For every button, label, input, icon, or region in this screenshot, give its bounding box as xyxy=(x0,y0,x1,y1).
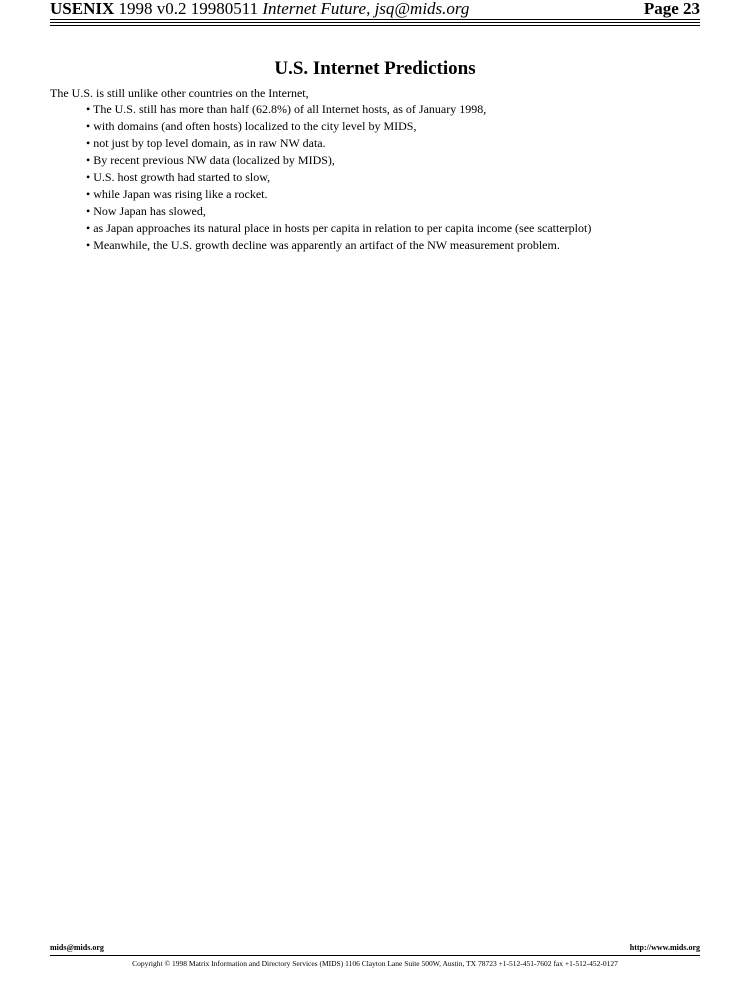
header-version: 1998 v0.2 19980511 xyxy=(118,0,259,18)
footer-email[interactable]: mids@mids.org xyxy=(50,943,104,952)
header-conf: USENIX xyxy=(50,0,115,18)
page-header xyxy=(50,0,700,20)
intro-text: The U.S. is still unlike other countries on the Internet, xyxy=(50,86,309,100)
footer-rule xyxy=(50,955,700,956)
list-item: • as Japan approaches its natural place in hosts per capita in relation to per capita income (see scatterplot) xyxy=(86,221,592,235)
list-item: • not just by top level domain, as in raw NW data. xyxy=(86,136,326,150)
list-item: • while Japan was rising like a rocket. xyxy=(86,187,268,201)
list-item: • The U.S. still has more than half (62.8%) of all Internet hosts, as of January 1998, xyxy=(86,102,487,116)
header-rule xyxy=(50,19,700,20)
header-subject: Internet Future, jsq@mids.org xyxy=(262,0,470,18)
bullet-list xyxy=(86,101,591,254)
footer-url[interactable]: http://www.mids.org xyxy=(629,943,700,952)
page-number: Page 23 xyxy=(643,0,700,18)
header-rule xyxy=(50,25,700,26)
list-item: • U.S. host growth had started to slow, xyxy=(86,170,271,184)
list-item: • Meanwhile, the U.S. growth decline was apparently an artifact of the NW measurement problem. xyxy=(86,238,560,252)
list-item: • Now Japan has slowed, xyxy=(86,204,206,218)
slide-title: U.S. Internet Predictions xyxy=(274,58,476,79)
header-rule xyxy=(50,22,700,23)
list-item: • By recent previous NW data (localized by MIDS), xyxy=(86,153,335,167)
copyright-text: Copyright © 1998 Matrix Information and Directory Services (MIDS) 1106 Clayton Lane Suite 500W, Austin, TX 78723 +1-512-451-7602 fax +1-512-452-0127 xyxy=(132,959,618,968)
header-left xyxy=(50,0,469,18)
list-item: • with domains (and often hosts) localized to the city level by MIDS, xyxy=(86,119,417,133)
